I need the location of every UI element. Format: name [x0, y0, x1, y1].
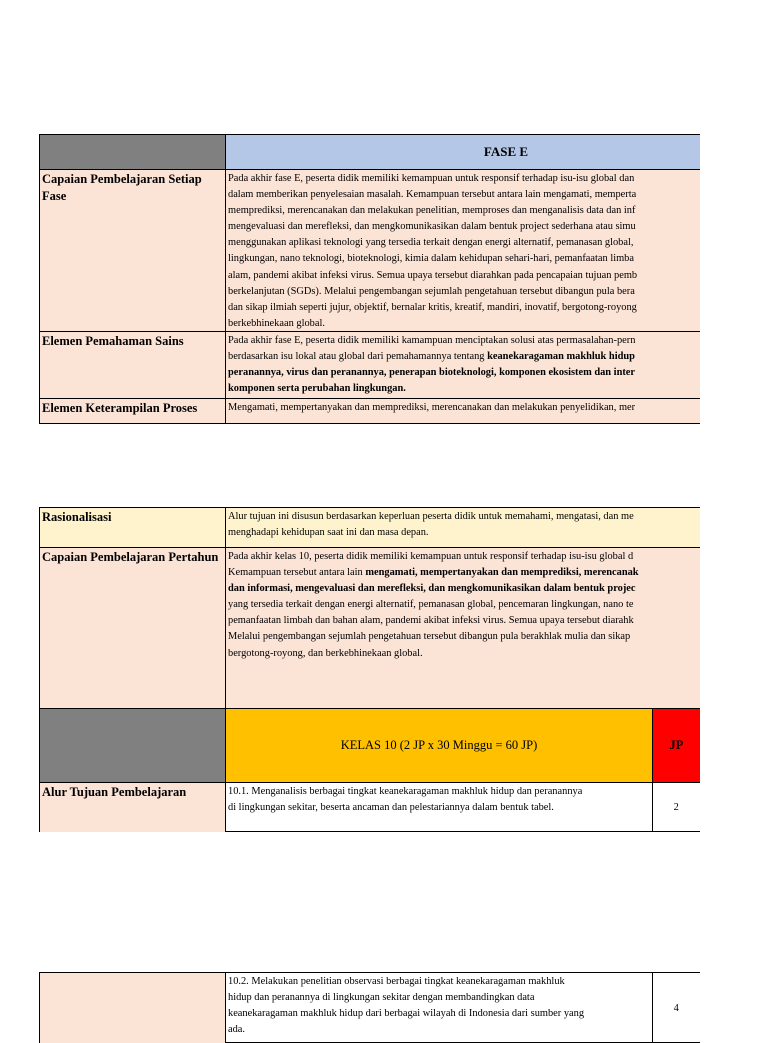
- capaian-text-line: memprediksi, merencanakan dan melakukan penelitian, memproses dan menganalisis data dan inf: [228, 205, 636, 217]
- capaian-pertahun-line: pemanfaatan limbah dan bahan alam, pandemi akibat infeksi virus. Semua upaya tersebut diarahk: [228, 615, 634, 627]
- capaian-pertahun-line: Pada akhir kelas 10, peserta didik memiliki kemampuan untuk responsif terhadap isu-isu global d: [228, 551, 634, 562]
- rasionalisasi-text-cell: [226, 508, 700, 548]
- atp-10-2-line: keanekaragaman makhluk hidup dari berbagai wilayah di Indonesia dari sumber yang: [228, 1008, 585, 1020]
- capaian-pertahun-line: dan informasi, mengevaluasi dan merefleksi, dan mengkomunikasikan dalam bentuk projec: [228, 583, 636, 595]
- capaian-text-cell: [226, 170, 700, 332]
- alur-label-cell: [40, 783, 226, 832]
- capaian-label-cell: [40, 170, 226, 332]
- capaian-pertahun-label-cell: [40, 548, 226, 709]
- kelas-10-continuation-table: [39, 972, 700, 1043]
- atp-10-2-line: 10.2. Melakukan penelitian observasi berbagai tingkat keanekaragaman makhluk: [228, 976, 565, 987]
- atp-10-2-line: ada.: [228, 1024, 246, 1036]
- pemahaman-text-line: berdasarkan isu lokal atau global dari pemahamannya tentang keanekaragaman makhluk hidup: [228, 351, 635, 363]
- capaian-label: Capaian Pembelajaran Setiap Fase: [42, 172, 202, 203]
- kelas-corner-cell: [40, 709, 226, 783]
- alur-label: Alur Tujuan Pembelajaran: [42, 785, 187, 799]
- jp-10-2-cell: [653, 973, 700, 1043]
- fase-e-header: FASE E: [226, 135, 700, 170]
- keterampilan-text: Mengamati, mempertanyakan dan memprediksi, merencanakan dan melakukan penyelidikan, mer: [228, 402, 636, 413]
- capaian-pertahun-line: yang tersedia terkait dengan energi alternatif, pemanasan global, pencemaran lingkungan, nano te: [228, 599, 634, 611]
- atp-10-1-cell: [226, 783, 653, 832]
- capaian-text-line: lingkungan, nano teknologi, bioteknologi, kimia dalam kehidupan sehari-hari, pemanfaatan limba: [228, 253, 634, 265]
- capaian-pertahun-line: Kemampuan tersebut antara lain mengamati, mempertanyakan dan memprediksi, merencanak: [228, 567, 639, 579]
- pemahaman-label-cell: [40, 332, 226, 399]
- kelas-header: KELAS 10 (2 JP x 30 Minggu = 60 JP): [340, 738, 538, 752]
- capaian-text-line: mengevaluasi dan merefleksi, dan mengkomunikasikan dalam bentuk project sederhana atau simu: [228, 221, 636, 233]
- kelas-10-table: [39, 507, 700, 832]
- pemahaman-label: Elemen Pemahaman Sains: [42, 334, 184, 348]
- capaian-text-line: dalam memberikan penyelesaian masalah. Kemampuan tersebut antara lain mengamati, memperta: [228, 189, 637, 201]
- rasionalisasi-label: Rasionalisasi: [42, 510, 112, 524]
- atp-10-2-cell: [226, 973, 653, 1043]
- jp-header-cell: [653, 709, 700, 783]
- capaian-text-line: berkelanjutan (SGDs). Melalui pengembangan sejumlah pengetahuan tersebut dibangun pula bera: [228, 285, 635, 297]
- capaian-text-line: Pada akhir fase E, peserta didik memiliki kemampuan untuk responsif terhadap isu-isu global dan: [228, 173, 635, 184]
- keterampilan-label-cell: [40, 399, 226, 424]
- header-corner-cell: [40, 135, 226, 170]
- jp-header: JP: [669, 738, 684, 752]
- rasionalisasi-text-line: Alur tujuan ini disusun berdasarkan keperluan peserta didik untuk memahami, mengatasi, dan me: [228, 511, 634, 522]
- pemahaman-text-line: Pada akhir fase E, peserta didik memiliki kamampuan menciptakan solusi atas permasalahan-pern: [228, 335, 636, 346]
- jp-10-2-value: 4: [673, 1003, 679, 1014]
- capaian-text-line: alam, pandemi akibat infeksi virus. Semua upaya tersebut diarahkan pada pencapaian tujuan pemb: [228, 269, 638, 281]
- pemahaman-text-cell: [226, 332, 700, 399]
- capaian-pertahun-label: Capaian Pembelajaran Pertahun: [42, 550, 219, 564]
- pemahaman-text-line: peranannya, virus dan peranannya, penerapan bioteknologi, komponen ekosistem dan inter: [228, 367, 636, 379]
- capaian-pertahun-line: Melalui pengembangan sejumlah pengetahuan tersebut dibangun pula berakhlak mulia dan sikap: [228, 631, 631, 643]
- capaian-text-line: berkebhinekaan global.: [228, 317, 325, 329]
- atp-10-1-line: 10.1. Menganalisis berbagai tingkat keanekaragaman makhluk hidup dan peranannya: [228, 786, 583, 797]
- keterampilan-label: Elemen Keterampilan Proses: [42, 401, 198, 415]
- alur-label-cell-cont: [40, 973, 226, 1043]
- jp-10-1-cell: [653, 783, 700, 832]
- capaian-text-line: menggunakan aplikasi teknologi yang tersedia terkait dengan energi alternatif, pemanasan global,: [228, 237, 634, 249]
- capaian-text-line: dan sikap ilmiah seperti jujur, objektif, bernalar kritis, kreatif, mandiri, inovatif, bergotong-royong: [228, 301, 637, 313]
- atp-10-1-line: di lingkungan sekitar, beserta ancaman dan pelestariannya dalam bentuk tabel.: [228, 802, 554, 814]
- rasionalisasi-text-line: menghadapi kehidupan saat ini dan masa depan.: [228, 527, 429, 539]
- fase-e-table: [39, 134, 700, 424]
- rasionalisasi-label-cell: [40, 508, 226, 548]
- kelas-header-cell: [226, 709, 653, 783]
- pemahaman-text-line: komponen serta perubahan lingkungan.: [228, 383, 406, 395]
- capaian-pertahun-text-cell: [226, 548, 700, 709]
- keterampilan-text-cell: [226, 399, 700, 424]
- atp-10-2-line: hidup dan peranannya di lingkungan sekitar dengan membandingkan data: [228, 992, 535, 1004]
- jp-10-1-value: 2: [673, 801, 679, 813]
- capaian-pertahun-line: bergotong-royong, dan berkebhinekaan global.: [228, 647, 423, 659]
